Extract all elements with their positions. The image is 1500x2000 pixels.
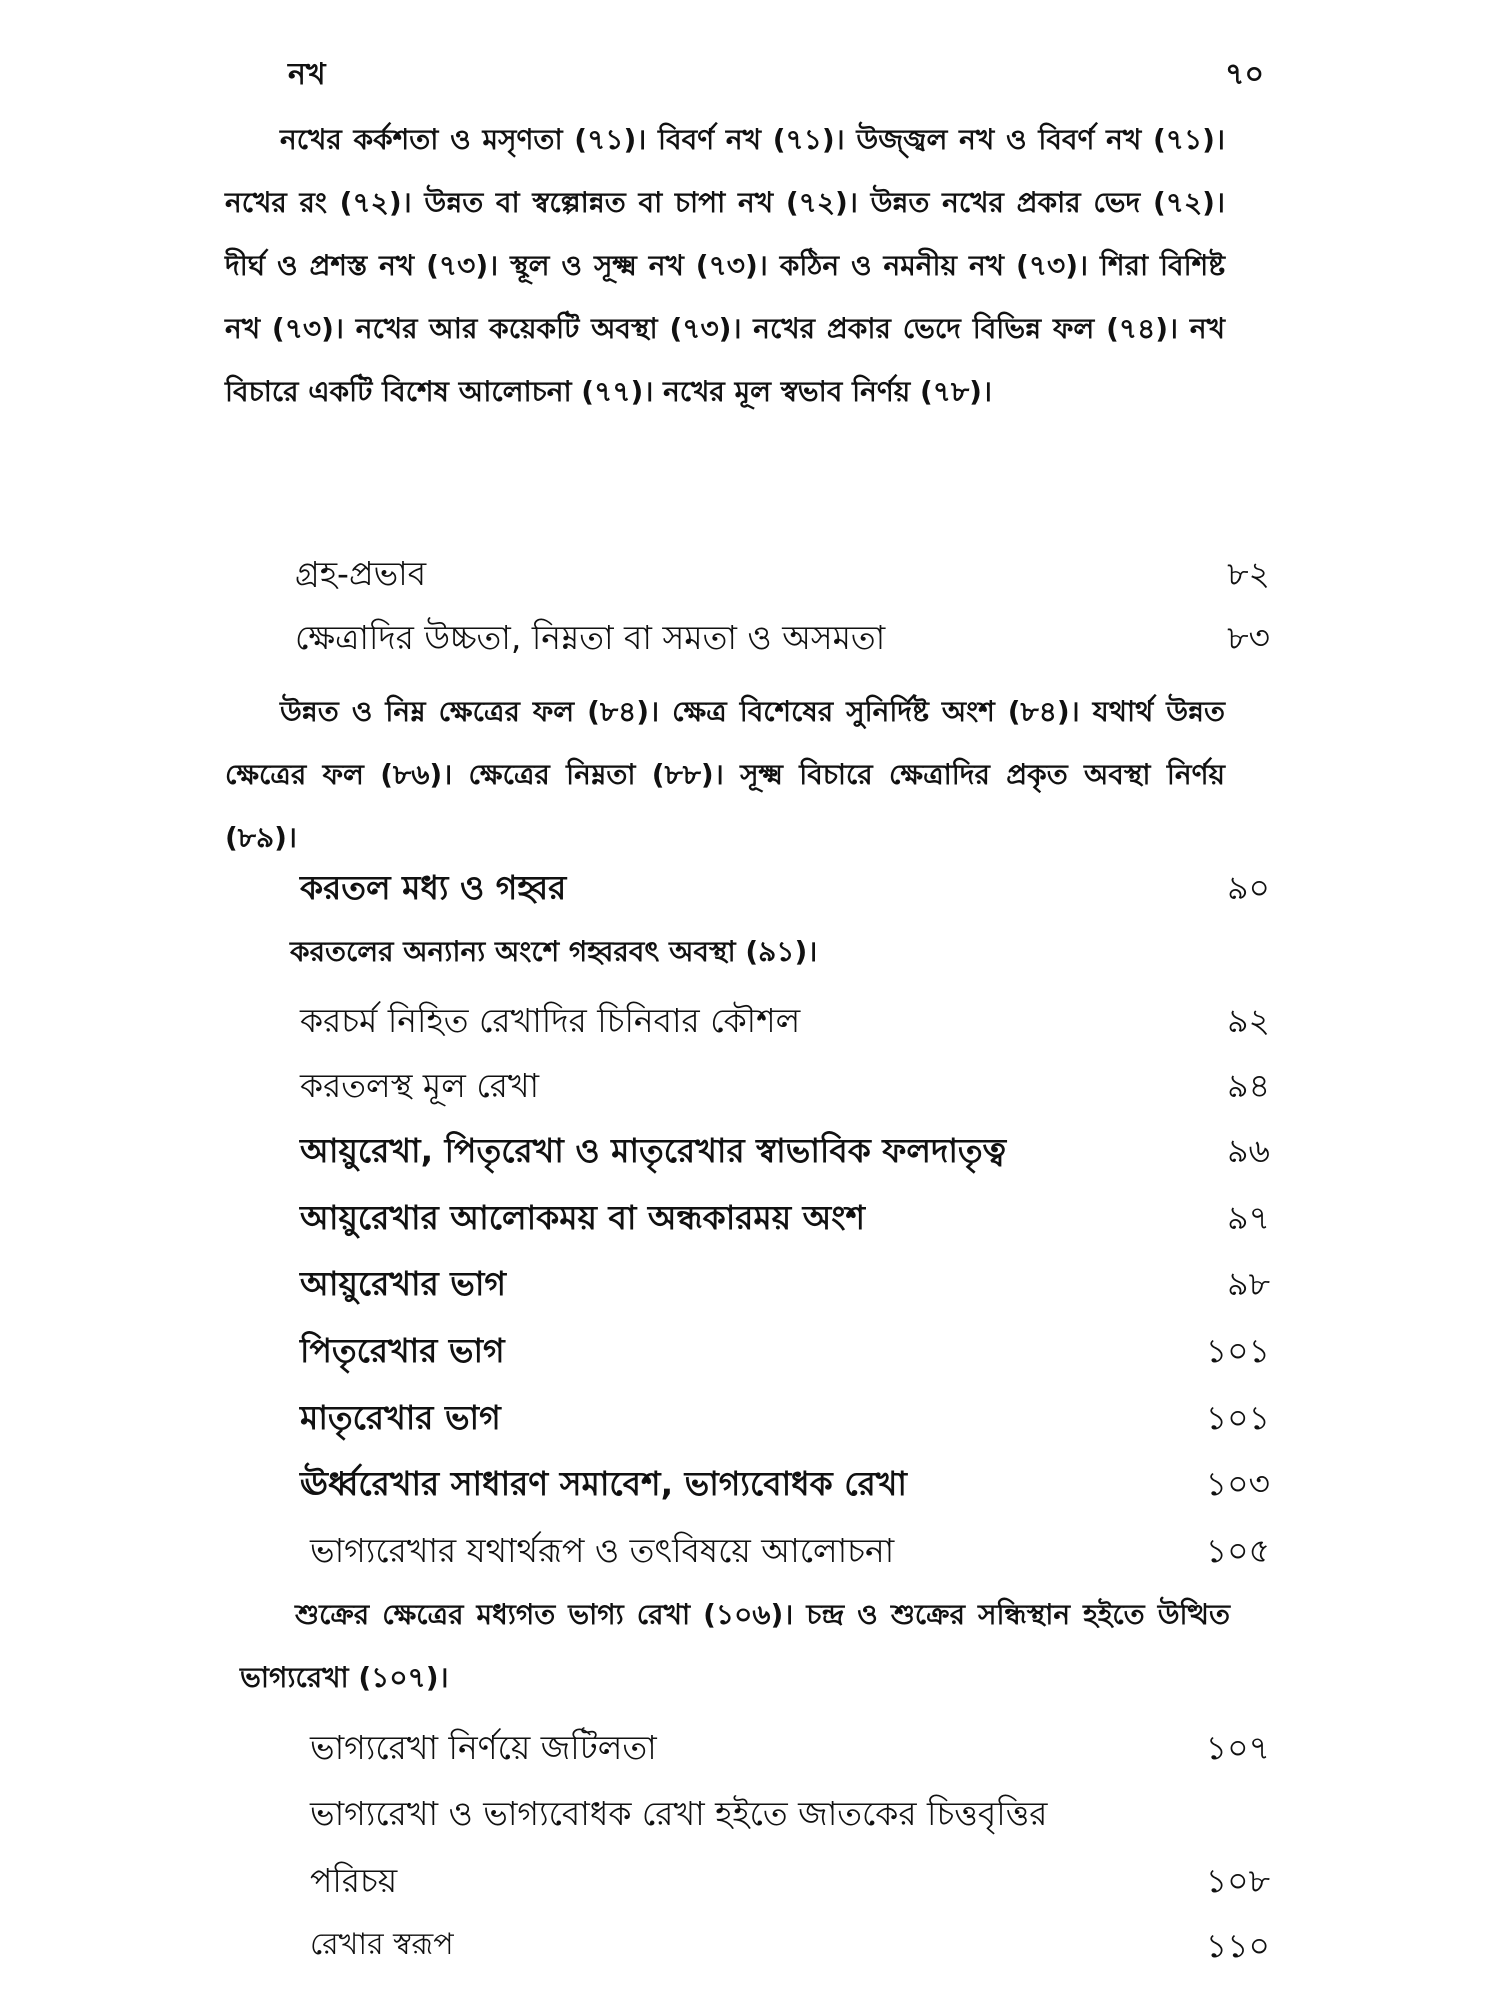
toc-entry-page: ৯৬	[1227, 1131, 1270, 1170]
section-summary-palm-hollow: করতলের অন্যান্য অংশে গহ্বরবৎ অবস্থা (৯১)।	[290, 935, 818, 968]
toc-entry-page: ১০৮	[1205, 1861, 1270, 1900]
section-summary-nails: নখের কর্কশতা ও মসৃণতা (৭১)। বিবর্ণ নখ (৭১)। উজ্জ্বল নখ ও বিবর্ণ নখ (৭১)। নখের রং (৭২)। উন্নত বা স্বল্পোন্নত বা চাপা নখ (৭২)। উন্নত নখের প্রকার ভেদ (৭২)। দীর্ঘ ও প্রশস্ত নখ (৭৩)। স্থূল ও সূক্ষ্ম নখ (৭৩)। কঠিন ও নমনীয় নখ (৭৩)। শিরা বিশিষ্ট নখ (৭৩)। নখের আর কয়েকটি অবস্থা (৭৩)। নখের প্রকার ভেদে বিভিন্ন ফল (৭৪)। নখ বিচারে একটি বিশেষ আলোচনা (৭৭)। নখের মূল স্বভাব নির্ণয় (৭৮)।	[225, 123, 1225, 408]
toc-entry-page: ৯৭	[1227, 1198, 1270, 1237]
toc-entry-page: ৯২	[1227, 1001, 1270, 1040]
toc-entry-title: ক্ষেত্রাদির উচ্চতা, নিম্নতা বা সমতা ও অসমতা	[295, 618, 886, 657]
toc-entry-title: ঊর্ধ্বরেখার সাধারণ সমাবেশ, ভাগ্যবোধক রেখা	[300, 1464, 908, 1503]
toc-entry-title: করচর্ম নিহিত রেখাদির চিনিবার কৌশল	[300, 1001, 801, 1040]
toc-entry-title: ভাগ্যরেখা ও ভাগ্যবোধক রেখা হইতে জাতকের চিত্তবৃত্তির	[310, 1794, 1048, 1833]
toc-entry-page: ৮২	[1227, 554, 1270, 593]
section-summary-mounts: উন্নত ও নিম্ন ক্ষেত্রের ফল (৮৪)। ক্ষেত্র বিশেষের সুনির্দিষ্ট অংশ (৮৪)। যথার্থ উন্নত ক্ষেত্রের ফল (৮৬)। ক্ষেত্রের নিম্নতা (৮৮)। সূক্ষ্ম বিচারে ক্ষেত্রাদির প্রকৃত অবস্থা নির্ণয় (৮৯)।	[225, 695, 1225, 854]
toc-entry-page: ৮৩	[1227, 618, 1270, 657]
toc-entry-page: ১১০	[1205, 1926, 1270, 1965]
toc-entry-title: ভাগ্যরেখার যথার্থরূপ ও তৎবিষয়ে আলোচনা	[310, 1531, 895, 1570]
running-head-page-number: ৭০	[1225, 57, 1265, 92]
toc-entry-page: ১০৩	[1205, 1464, 1270, 1503]
toc-entry-title: করতল মধ্য ও গহ্বর	[300, 868, 567, 907]
toc-entry-title: রেখার স্বরূপ	[310, 1927, 454, 1962]
toc-entry-title: মাতৃরেখার ভাগ	[300, 1398, 501, 1437]
toc-entry-title: গ্রহ-প্রভাব	[295, 554, 427, 593]
toc-entry-page: ১০১	[1205, 1398, 1270, 1437]
toc-entry-title: ভাগ্যরেখা নির্ণয়ে জটিলতা	[310, 1728, 657, 1767]
toc-entry-title: করতলস্থ মূল রেখা	[300, 1066, 540, 1105]
toc-entry-title: আয়ুরেখা, পিতৃরেখা ও মাতৃরেখার স্বাভাবিক ফলদাতৃত্ব	[300, 1131, 1007, 1170]
toc-entry-page: ১০৫	[1205, 1531, 1270, 1570]
toc-entry-page: ৯০	[1227, 868, 1270, 907]
toc-entry-title: আয়ুরেখার ভাগ	[300, 1264, 507, 1303]
toc-entry-page: ৯৮	[1227, 1264, 1270, 1303]
toc-entry-page: ১০১	[1205, 1331, 1270, 1370]
toc-entry-page: ১০৭	[1205, 1728, 1270, 1767]
toc-entry-title: পরিচয়	[310, 1861, 398, 1900]
running-head-title: নখ	[288, 57, 326, 92]
toc-entry-title: আয়ুরেখার আলোকময় বা অন্ধকারময় অংশ	[300, 1198, 865, 1237]
toc-entry-title: পিতৃরেখার ভাগ	[300, 1331, 505, 1370]
toc-entry-page: ৯৪	[1227, 1066, 1270, 1105]
section-summary-fate-line: শুক্রের ক্ষেত্রের মধ্যগত ভাগ্য রেখা (১০৬)। চন্দ্র ও শুক্রের সন্ধিস্থান হইতে উত্থিত ভাগ্যরেখা (১০৭)।	[240, 1598, 1230, 1694]
